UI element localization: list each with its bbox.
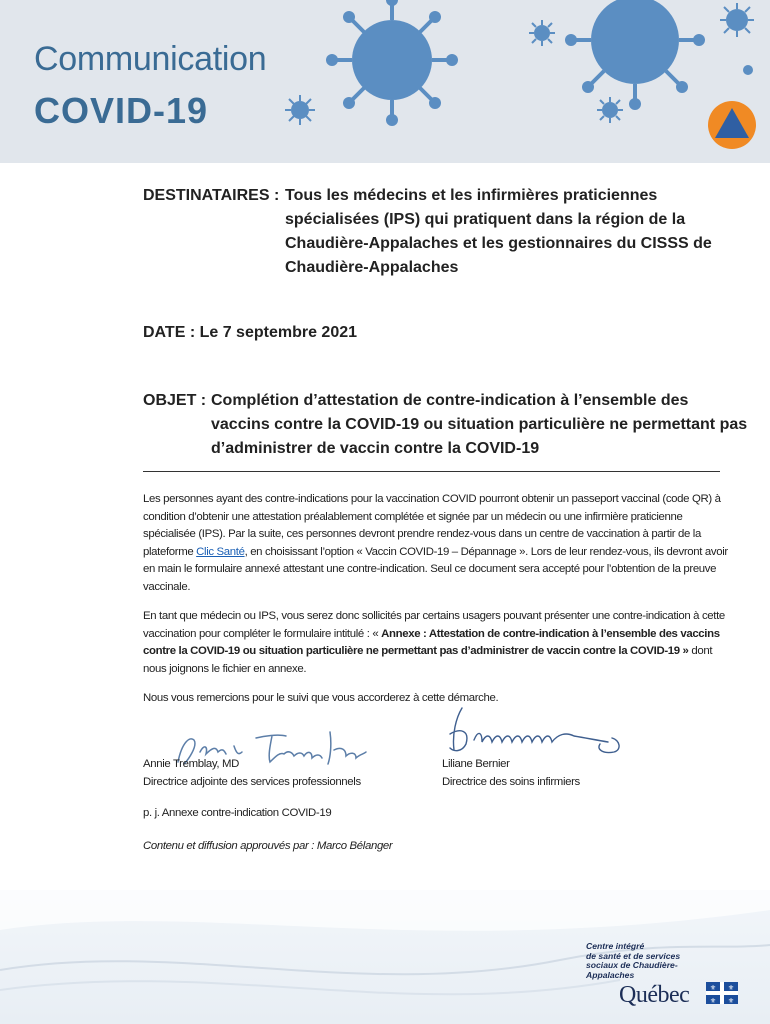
communication-banner [0, 0, 770, 163]
svg-text:⚜: ⚜ [709, 997, 717, 1004]
attachment-note: p. j. Annexe contre-indication COVID-19 [143, 807, 332, 819]
paragraph-passport [143, 491, 731, 597]
subject-label: OBJET : [143, 392, 207, 409]
annex-title: Annexe : Attestation de contre-indication à l’ensemble des vaccins contre la COVID-19 ou situation particulière ne permettant pas d’administrer de vaccin contre la COVID-19 » [143, 627, 720, 658]
quebec-flag-icon [706, 982, 738, 1004]
paragraph-passport-text: Les personnes ayant des contre-indications pour la vaccination COVID pourront obtenir un passeport vaccinal (code QR) à condition d’obtenir une attestation préalablement complétée et signée par un médecin ou une infirmière praticienne spécialisée (IPS). Par la suite, ces personnes devront prendre rendez-vous dans un centre de vaccination à partir de la plateforme [143, 493, 721, 558]
paragraph-passport-text-end: , en choisissant l’option « Vaccin COVID-19 – Dépannage ». Lors de leur rendez-vous, ils devront avoir en main le formulaire annexé attestant une contre-indication. Seul ce document sera accepté pour l’obtention de la preuve vaccinale. [143, 545, 728, 593]
signatory-name: Liliane Bernier [442, 758, 510, 770]
svg-text:⚜: ⚜ [727, 997, 735, 1004]
svg-text:⚜: ⚜ [709, 984, 717, 992]
signatory-title: Directrice adjointe des services professionnels [143, 776, 361, 788]
date-line: DATE : Le 7 septembre 2021 [143, 324, 358, 341]
paragraph-thanks: Nous vous remercions pour le suivi que vous accorderez à cette démarche. [143, 692, 499, 704]
signatory-bernier [442, 755, 580, 791]
approval-note: Contenu et diffusion approuvés par : Marco Bélanger [143, 840, 393, 852]
quebec-wordmark: Québec [619, 982, 690, 1008]
civil-protection-icon [707, 100, 757, 150]
subject-text: Complétion d’attestation de contre-indication à l’ensemble des vaccins contre la COVID-19 ou situation particulière ne permettant pas d’administrer de vaccin contre la COVID-19 [211, 392, 748, 457]
svg-text:⚜: ⚜ [727, 984, 735, 992]
recipients-text: Tous les médecins et les infirmières praticiennes spécialisées (IPS) qui pratiquent dans la région de la Chaudière-Appalaches et les gestionnaires du CISSS de Chaudière-Appalaches [285, 187, 712, 276]
cisss-logo-text [586, 942, 726, 980]
section-divider [143, 471, 720, 472]
org-line: Centre intégré [586, 941, 645, 951]
signatory-name: Annie Tremblay, MD [143, 758, 240, 770]
banner-subtitle: COVID-19 [34, 90, 209, 131]
footer [0, 890, 770, 1024]
paragraph-form-request [143, 608, 731, 678]
recipients-label: DESTINATAIRES : [143, 187, 280, 204]
org-line: Appalaches [586, 969, 635, 980]
clic-sante-link[interactable]: Clic Santé [196, 545, 245, 558]
org-line: sociaux de Chaudière- [586, 960, 678, 970]
paragraph-form-request-text: En tant que médecin ou IPS, vous serez donc sollicités par certains usagers pouvant présenter une contre-indication à cette vaccination pour compléter le formulaire intitulé : « [143, 610, 725, 640]
signatory-title: Directrice des soins infirmiers [442, 776, 580, 788]
signatory-tremblay [143, 755, 361, 791]
coronavirus-illustration [0, 0, 770, 163]
banner-title: Communication [34, 40, 267, 78]
paragraph-form-request-text-end: dont nous joignons le fichier en annexe. [143, 645, 713, 675]
org-line: de santé et de services [586, 950, 681, 961]
